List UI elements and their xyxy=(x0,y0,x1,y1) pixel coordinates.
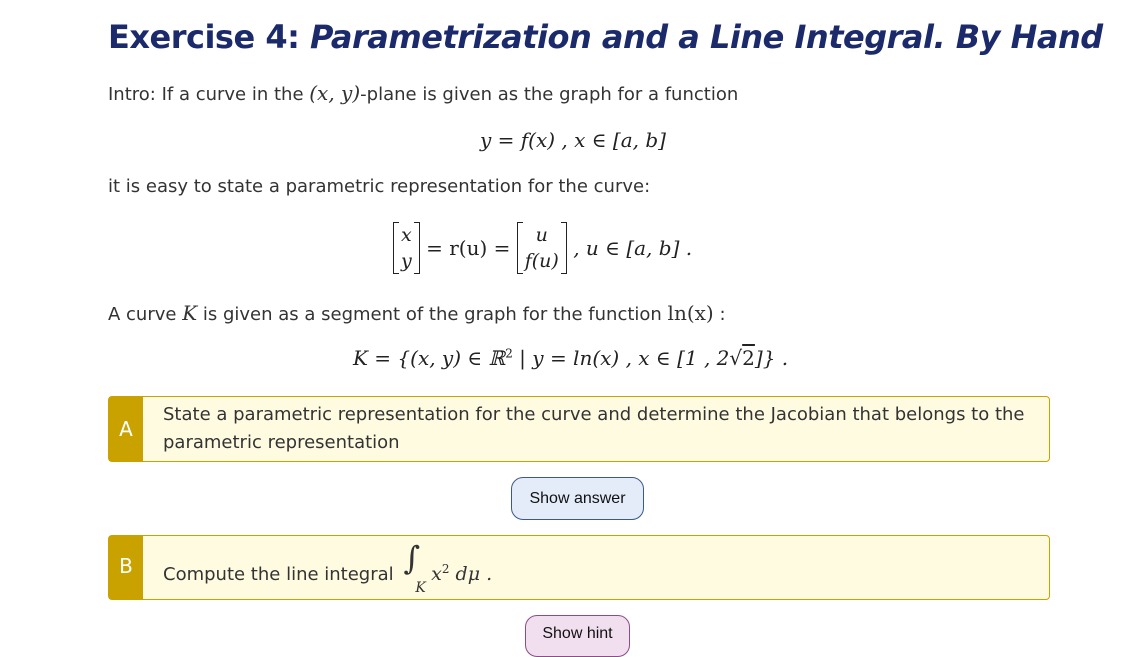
equation-function: y = f(x) , x ∈ [a, b] xyxy=(480,128,666,152)
curve-name: K xyxy=(182,301,198,325)
task-b xyxy=(108,535,1050,600)
intro-math: (x, y) xyxy=(309,81,361,105)
vector-top: x xyxy=(401,224,412,246)
set-end: ]} . xyxy=(754,346,789,370)
show-hint-button[interactable]: Show hint xyxy=(525,615,630,657)
equation-parametric xyxy=(393,222,692,274)
task-a-line-1: State a parametric representation for the curve and determine the Jacobian that belongs to the xyxy=(163,404,1025,425)
vector-xy xyxy=(393,222,420,274)
set-sup: 2 xyxy=(505,346,513,361)
task-a-label: A xyxy=(119,417,133,441)
task-b-prompt: Compute the line integral xyxy=(163,564,394,585)
title-italic: Parametrization and a Line Integral. By Hand xyxy=(310,18,1103,56)
vector-bottom: y xyxy=(401,250,412,272)
task-a-label-bar xyxy=(109,397,143,461)
curve-text-2: is given as a segment of the graph for the function xyxy=(197,304,668,325)
r-of-u: = r(u) = xyxy=(426,236,511,260)
vector-u-fu xyxy=(517,222,567,274)
task-a-text xyxy=(163,401,1025,457)
intro-text-2: -plane is given as the graph for a function xyxy=(360,84,739,105)
d-mu: dμ . xyxy=(449,563,493,585)
task-a-line-2: parametric representation xyxy=(163,432,400,453)
intro-text-1: Intro: If a curve in the xyxy=(108,84,310,105)
curve-text-3: : xyxy=(713,304,726,325)
integral-subscript: K xyxy=(415,580,426,596)
equation-curve-set xyxy=(353,346,788,370)
vector2-bottom: f(u) xyxy=(524,250,559,272)
sqrt-symbol: √ xyxy=(729,346,743,370)
vector2-top: u xyxy=(535,224,548,246)
exercise-title xyxy=(108,18,1103,56)
curve-paragraph xyxy=(108,301,726,325)
show-answer-button[interactable]: Show answer xyxy=(511,477,644,520)
parametric-paragraph: it is easy to state a parametric representation for the curve: xyxy=(108,176,651,197)
integrand-power: 2 xyxy=(441,562,450,576)
curve-text-1: A curve xyxy=(108,304,183,325)
sqrt-arg: 2 xyxy=(742,346,755,370)
parameter-range: , u ∈ [a, b] . xyxy=(573,236,693,260)
ln-function: ln(x) xyxy=(667,301,714,325)
title-prefix: Exercise 4: xyxy=(108,18,311,56)
task-a xyxy=(108,396,1050,462)
set-lhs: K = {(x, y) ∈ ℝ xyxy=(353,346,506,370)
integrand: x xyxy=(431,563,442,585)
intro-paragraph xyxy=(108,81,738,105)
task-b-label: B xyxy=(119,554,133,578)
task-b-label-bar xyxy=(109,536,143,599)
integral-sign: ∫ K xyxy=(399,552,421,580)
set-rhs: | y = ln(x) , x ∈ [1 , 2 xyxy=(512,346,730,370)
task-b-text xyxy=(163,539,493,596)
